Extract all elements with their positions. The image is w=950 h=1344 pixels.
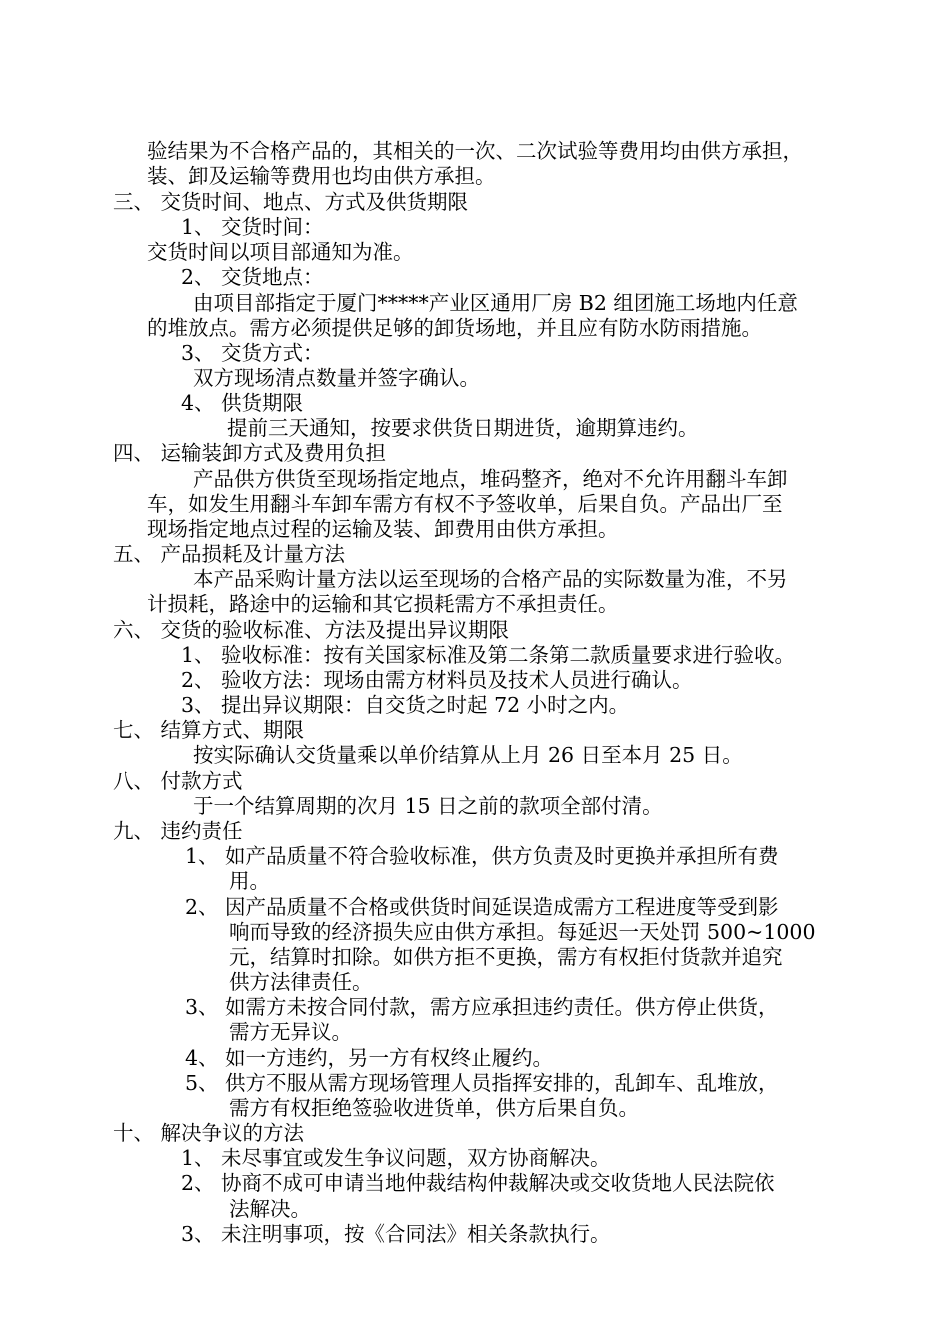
text-line: 响而导致的经济损失应由供方承担。每延迟一天处罚 500~1000 [229,920,816,944]
text-line: 产品供方供货至现场指定地点，堆码整齐，绝对不允许用翻斗车卸 [193,467,788,491]
text-line: 元，结算时扣除。如供方拒不更换，需方有权拒付货款并追究 [229,945,783,969]
text-line: 2、 协商不成可申请当地仲裁结构仲裁解决或交收货地人民法院依 [181,1171,775,1195]
section-heading: 九、 违约责任 [113,819,243,843]
text-line: 现场指定地点过程的运输及装、卸费用由供方承担。 [147,517,619,541]
text-line: 1、 交货时间： [181,215,324,239]
text-line: 于一个结算周期的次月 15 日之前的款项全部付清。 [193,794,663,818]
text-line: 供方法律责任。 [229,970,373,994]
section-heading: 十、 解决争议的方法 [113,1121,305,1145]
text-line: 1、 未尽事宜或发生争议问题，双方协商解决。 [181,1146,611,1170]
text-line: 交货时间以项目部通知为准。 [147,240,414,264]
section-heading: 六、 交货的验收标准、方法及提出异议期限 [113,618,510,642]
text-line: 1、 如产品质量不符合验收标准，供方负责及时更换并承担所有费 [185,844,779,868]
text-line: 3、 提出异议期限：自交货之时起 72 小时之内。 [181,693,630,717]
text-line: 提前三天通知，按要求供货日期进货，逾期算违约。 [227,416,699,440]
text-line: 验结果为不合格产品的，其相关的一次、二次试验等费用均由供方承担， [147,139,803,163]
section-heading: 四、 运输装卸方式及费用负担 [113,441,387,465]
text-line: 装、卸及运输等费用也均由供方承担。 [147,164,496,188]
section-heading: 三、 交货时间、地点、方式及供货期限 [113,190,469,214]
text-line: 5、 供方不服从需方现场管理人员指挥安排的，乱卸车、乱堆放， [185,1071,779,1095]
text-line: 由项目部指定于厦门*****产业区通用厂房 B2 组团施工场地内任意 [193,291,798,315]
text-line: 需方无异议。 [229,1020,352,1044]
text-line: 的堆放点。需方必须提供足够的卸货场地，并且应有防水防雨措施。 [147,316,762,340]
section-heading: 五、 产品损耗及计量方法 [113,542,346,566]
text-line: 需方有权拒绝签验收进货单，供方后果自负。 [229,1096,639,1120]
text-line: 按实际确认交货量乘以单价结算从上月 26 日至本月 25 日。 [193,743,743,767]
text-line: 3、 未注明事项，按《合同法》相关条款执行。 [181,1222,611,1246]
text-line: 4、 如一方违约，另一方有权终止履约。 [185,1046,554,1070]
text-line: 4、 供货期限 [181,391,304,415]
text-line: 法解决。 [229,1197,311,1221]
text-line: 本产品采购计量方法以运至现场的合格产品的实际数量为准，不另 [193,567,788,591]
text-line: 2、 验收方法：现场由需方材料员及技术人员进行确认。 [181,668,693,692]
text-line: 2、 交货地点： [181,265,324,289]
text-line: 3、 如需方未按合同付款，需方应承担违约责任。供方停止供货， [185,995,779,1019]
section-heading: 七、 结算方式、期限 [113,718,305,742]
section-heading: 八、 付款方式 [113,769,243,793]
text-line: 1、 验收标准：按有关国家标准及第二条第二款质量要求进行验收。 [181,643,796,667]
text-line: 计损耗，路途中的运输和其它损耗需方不承担责任。 [147,592,619,616]
text-line: 用。 [229,869,270,893]
text-line: 双方现场清点数量并签字确认。 [193,366,480,390]
text-line: 3、 交货方式： [181,341,324,365]
text-line: 车，如发生用翻斗车卸车需方有权不予签收单，后果自负。产品出厂至 [147,492,783,516]
text-line: 2、 因产品质量不合格或供货时间延误造成需方工程进度等受到影 [185,895,779,919]
